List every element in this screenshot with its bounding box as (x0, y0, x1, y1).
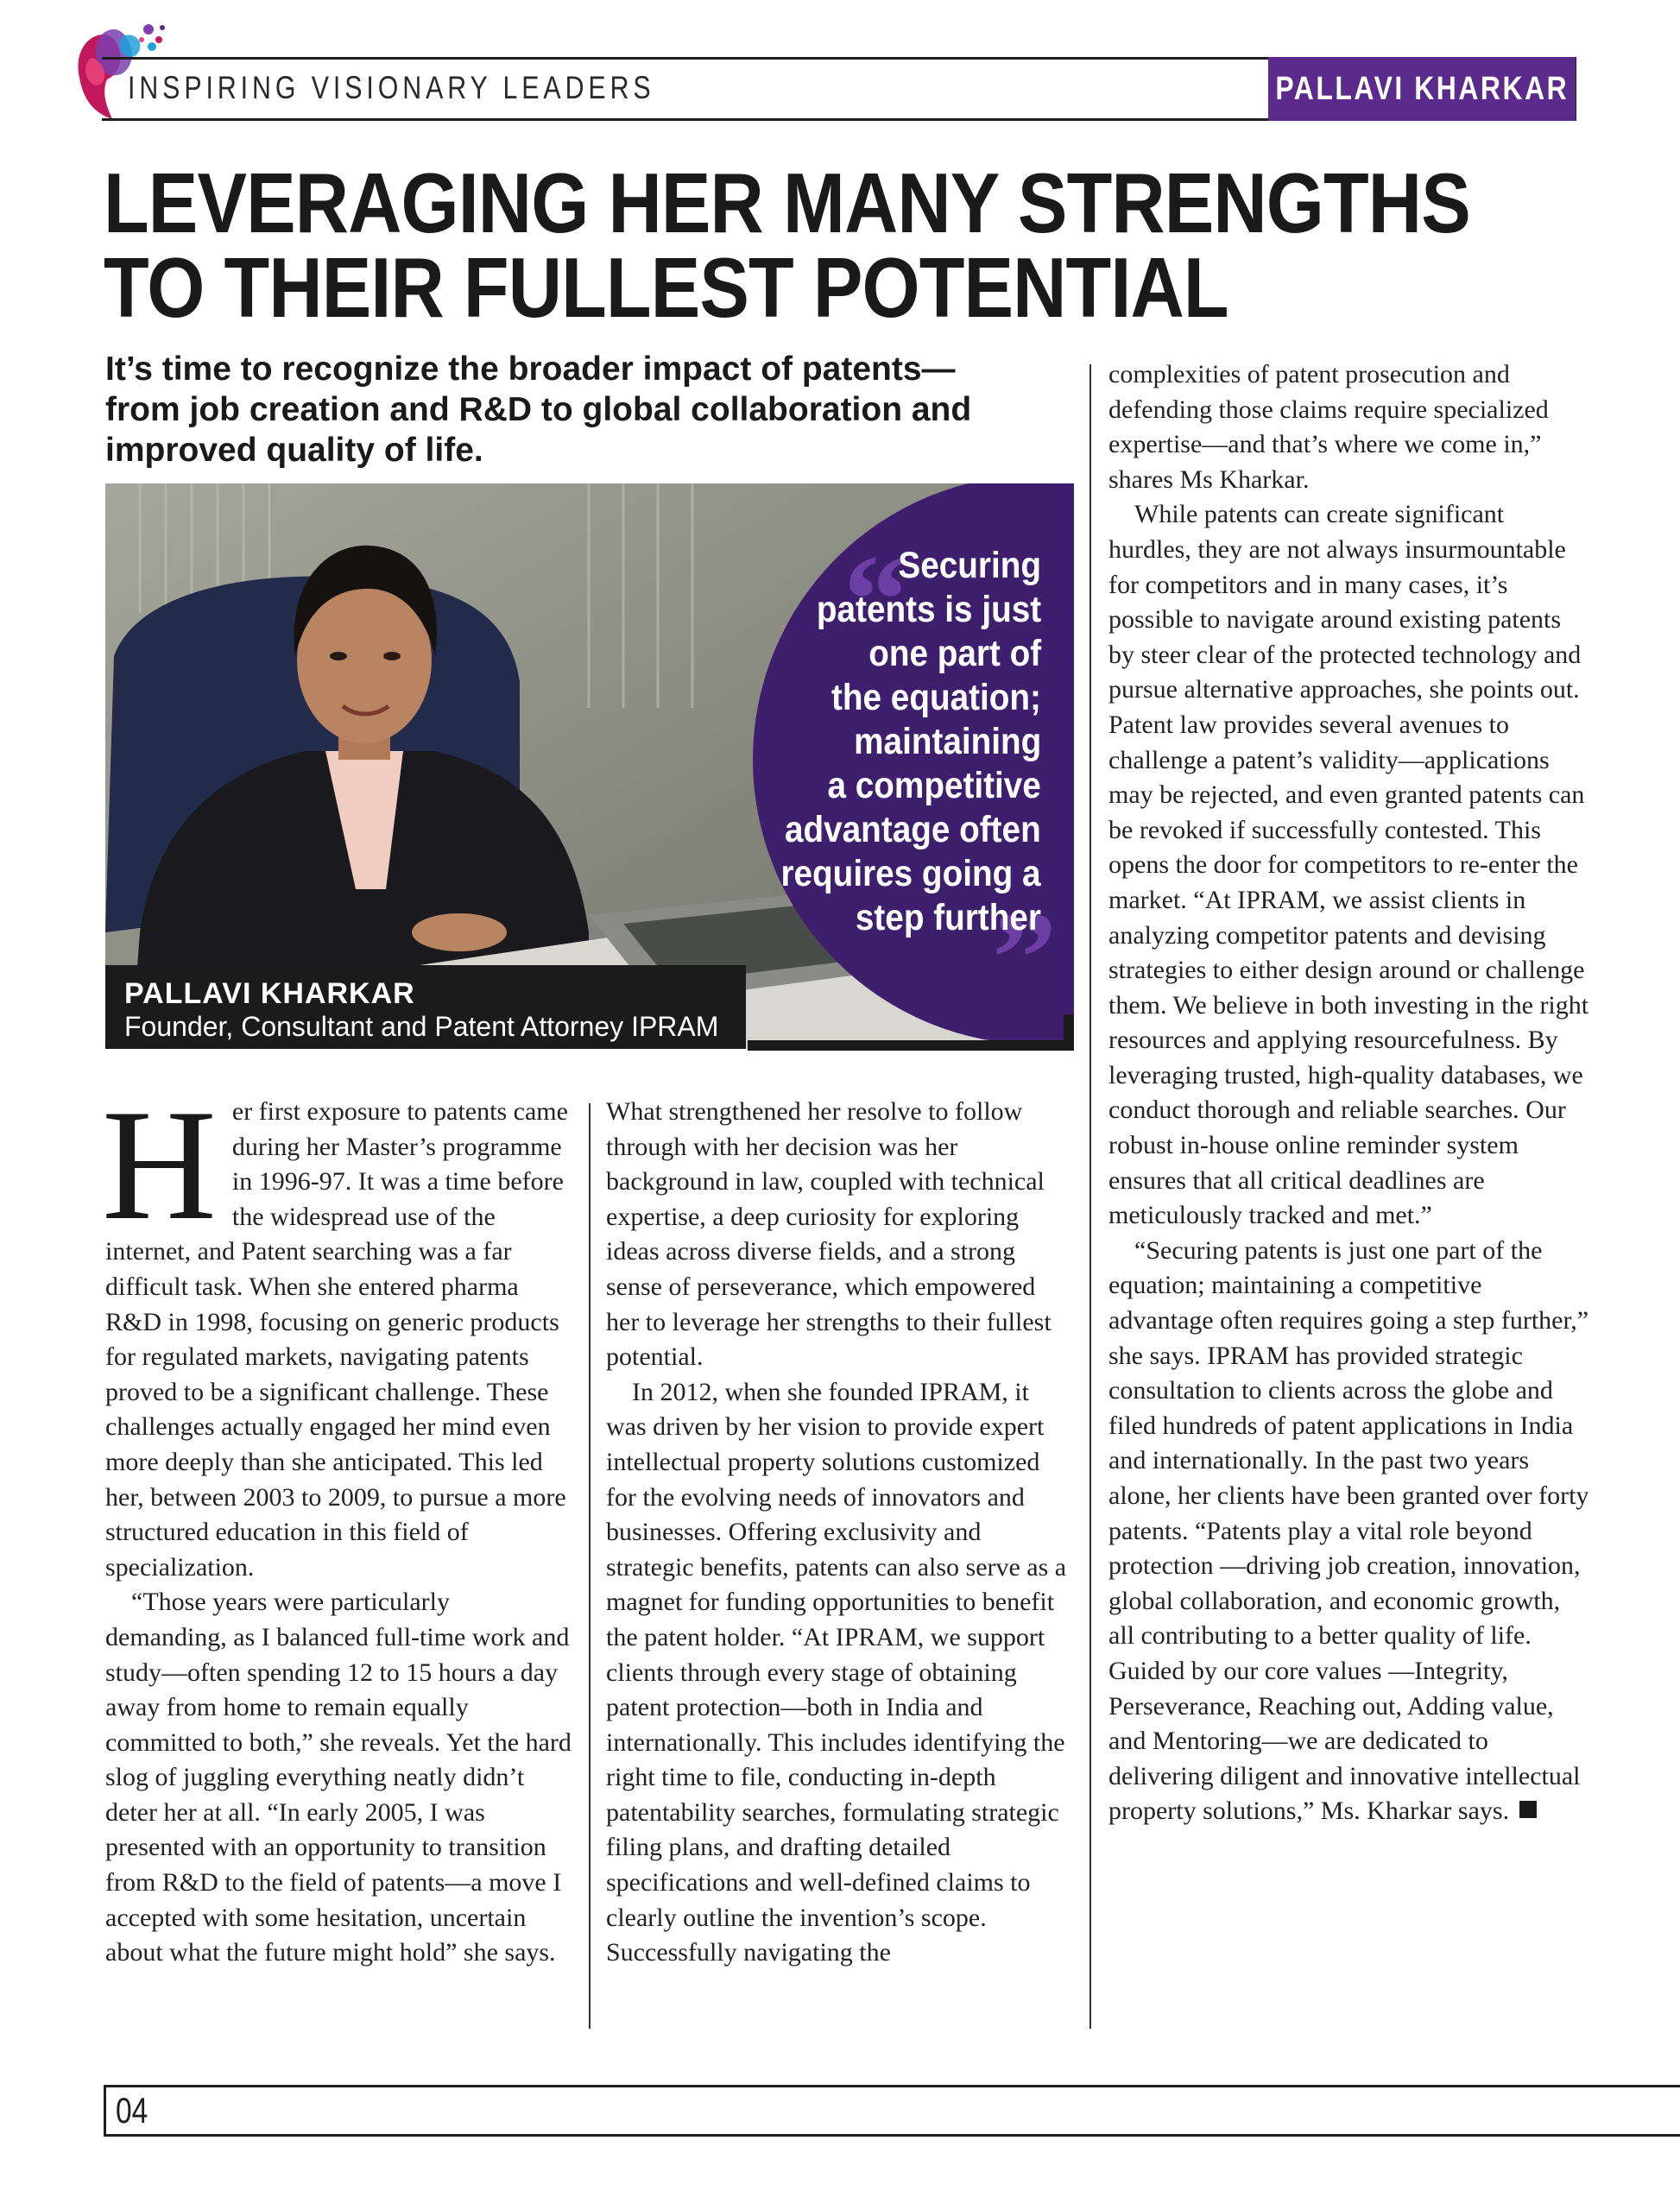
column-divider (589, 1103, 591, 2029)
headline-line-1: LEVERAGING HER MANY STRENGTHS (104, 155, 1470, 250)
pull-quote (748, 544, 1041, 940)
open-quote-mark: “ (843, 528, 908, 672)
paragraph (1108, 1234, 1592, 1829)
pull-quote-line: one part of (868, 633, 1041, 674)
name-tab-label: PALLAVI KHARKAR (1275, 70, 1569, 107)
paragraph: While patents can create significant hurdles, they are not always insurmountable for competitors and in many cases, it’s possible to navigate around existing patents by steer clear of the protected technology and pursue alternative approaches, she points out. Patent law provides several avenues to challenge a patent’s validity—applications may be rejected, and even granted patents can be revoked if successfully contested. This opens the door for competitors to re-enter the market. “At IPRAM, we assist clients in analyzing competitor patents and devising strategies to either design around or challenge them. We believe in both investing in the right resources and applying resourcefulness. By leveraging trusted, high-quality databases, we conduct thorough and reliable searches. Our robust in-house online reminder system ensures that all critical deadlines are meticulously tracked and met.” (1108, 500, 1589, 1230)
close-quote-mark: ” (992, 887, 1057, 1030)
pull-quote-line: advantage often (785, 809, 1041, 850)
caption-name: PALLAVI KHARKAR (124, 977, 415, 1010)
photo-corner-accent (748, 1040, 1074, 1051)
article-column-3 (1108, 357, 1592, 1829)
name-tab (1268, 57, 1576, 121)
paragraph: “Those years were particularly demanding, as I balanced full-time work and study—often spending 12 to 15 hours a day away from home to remain equally committed to both,” she reveals. Yet the hard slog of juggling everything neatly didn’t deter her at all. “In early 2005, I was presented with an opportunity to transition from R&D to the field of patents—a move I accepted with some hesitation, uncertain about what the future might hold” she says. (105, 1588, 572, 1967)
article-column-2 (606, 1095, 1072, 1971)
paragraph: In 2012, when she founded IPRAM, it was driven by her vision to provide expert intellectual property solutions customized for the evolving needs of innovators and businesses. Offering exclusivity and strategic benefits, patents can also serve as a magnet for funding opportunities to benefit the patent holder. “At IPRAM, we support clients through every stage of obtaining patent protection—both in India and internationally. This includes identifying the right time to file, conducting in-depth patentability searches, formulating strategic filing plans, and drafting detailed specifications and well-defined claims to clearly outline the invention’s scope. Successfully navigating the (606, 1377, 1067, 1967)
section-label: INSPIRING VISIONARY LEADERS (128, 70, 655, 105)
photo-caption (105, 965, 746, 1049)
dek: It’s time to recognize the broader impact of patents—from job creation and R&D to global collaboration and improved quality of life. (105, 350, 972, 469)
column-divider (1089, 364, 1091, 2029)
pull-quote-line: Securing (898, 545, 1041, 586)
portrait-photo (105, 483, 1074, 1049)
article-column-1 (102, 1077, 572, 1971)
pull-quote-line: requires going a (780, 853, 1041, 894)
paragraph: What strengthened her resolve to follow through with her decision was her background in law, coupled with technical expertise, a deep curiosity for exploring ideas across diverse fields, and a strong sense of perseverance, which empowered her to leverage her strengths to their fullest potential. (606, 1097, 1052, 1372)
pull-quote-line: step further (855, 897, 1041, 938)
paragraph: er first exposure to patents came during her Master’s programme in 1996-97. It was a time before the widespread use of the internet, and Patent searching was a far difficult task. When she entered pharma R&D in 1998, focusing on generic products for regulated markets, navigating patents proved to be a significant challenge. These challenges actually engaged her mind even more deeply than she anticipated. This led her, between 2003 to 2009, to pursue a more structured education in this field of specialization. (105, 1097, 568, 1582)
caption-role: Founder, Consultant and Patent Attorney IPRAM (124, 1011, 719, 1042)
page-number: 04 (116, 2090, 148, 2131)
pull-quote-line: maintaining (853, 721, 1041, 762)
paragraph-text: “Securing patents is just one part of the equation; maintaining a competitive advantage often requires going a step further,” she says. IPRAM has provided strategic consultation to clients across the globe and filed hundreds of patent applications in India and internationally. In the past two years alone, her clients have been granted over forty patents. “Patents play a vital role beyond protection —driving job creation, innovation, global collaboration, and economic growth, all contributing to a better quality of life. Guided by our core values —Integrity, Perseverance, Reaching out, Adding value, and Mentoring—we are dedicated to delivering diligent and innovative intellectual property solutions,” Ms. Kharkar says. (1108, 1235, 1589, 1826)
drop-cap: H (102, 1077, 217, 1253)
pull-quote-line: the equation; (831, 677, 1041, 718)
headline-line-2: TO THEIR FULLEST POTENTIAL (104, 240, 1228, 335)
paragraph: complexities of patent prosecution and defending those claims require specialized expertise—and that’s where we come in,” shares Ms Kharkar. (1108, 360, 1549, 494)
pull-quote-line: patents is just (816, 589, 1041, 630)
footer-frame (104, 2085, 1680, 2137)
end-mark-icon (1519, 1801, 1537, 1818)
headline (104, 155, 1623, 335)
pull-quote-line: a competitive (827, 765, 1041, 806)
